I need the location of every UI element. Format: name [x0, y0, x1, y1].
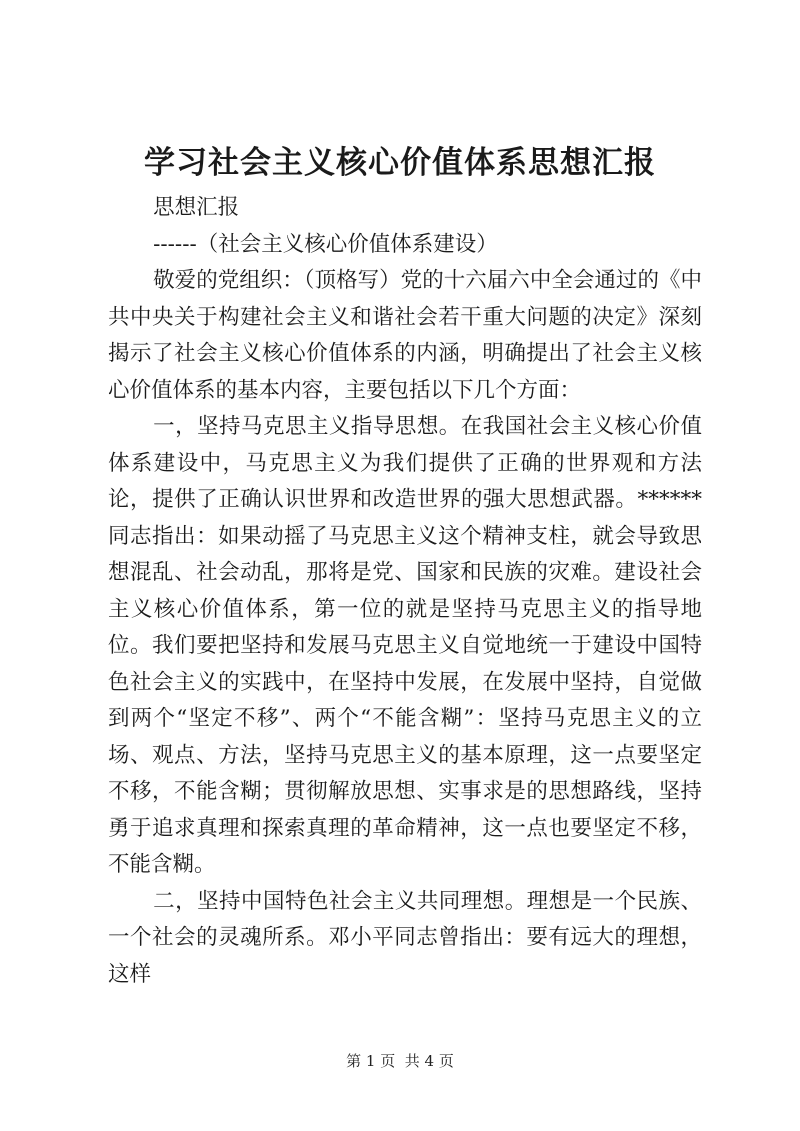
- document-body: [108, 190, 702, 993]
- page-number-label: 第 1 页 共 4 页: [346, 1052, 454, 1070]
- document-title: 学习社会主义核心价值体系思想汇报: [144, 145, 656, 181]
- paragraph-heading: 思想汇报: [153, 195, 240, 220]
- page-footer: [0, 1051, 800, 1071]
- paragraph-point-one: 一，坚持马克思主义指导思想。在我国社会主义核心价值体系建设中，马克思主义为我们提供了正确的世界观和方法论，提供了正确认识世界和改造世界的强大思想武器。******同志指出：如果动摇了马克思主义这个精神支柱，就会导致思想混乱、社会动乱，那将是党、国家和民族的灾难。建设社会主义核心价值体系，第一位的就是坚持马克思主义的指导地位。我们要把坚持和发展马克思主义自觉地统一于建设中国特色社会主义的实践中，在坚持中发展，在发展中坚持，自觉做到两个“坚定不移”、两个“不能含糊”：坚持马克思主义的立场、观点、方法，坚持马克思主义的基本原理，这一点要坚定不移，不能含糊；贯彻解放思想、实事求是的思想路线，坚持勇于追求真理和探索真理的革命精神，这一点也要坚定不移，不能含糊。: [108, 414, 702, 877]
- paragraph-subtitle: ------（社会主义核心价值体系建设）: [153, 231, 498, 257]
- paragraph-point-two: 二，坚持中国特色社会主义共同理想。理想是一个民族、一个社会的灵魂所系。邓小平同志曾指出：要有远大的理想，这样: [108, 888, 702, 987]
- paragraph-salutation: 敬爱的党组织：（顶格写）党的十六届六中全会通过的《中共中央关于构建社会主义和谐社会若干重大问题的决定》深刻揭示了社会主义核心价值体系的内涵，明确提出了社会主义核心价值体系的基本内容，主要包括以下几个方面：: [108, 268, 702, 403]
